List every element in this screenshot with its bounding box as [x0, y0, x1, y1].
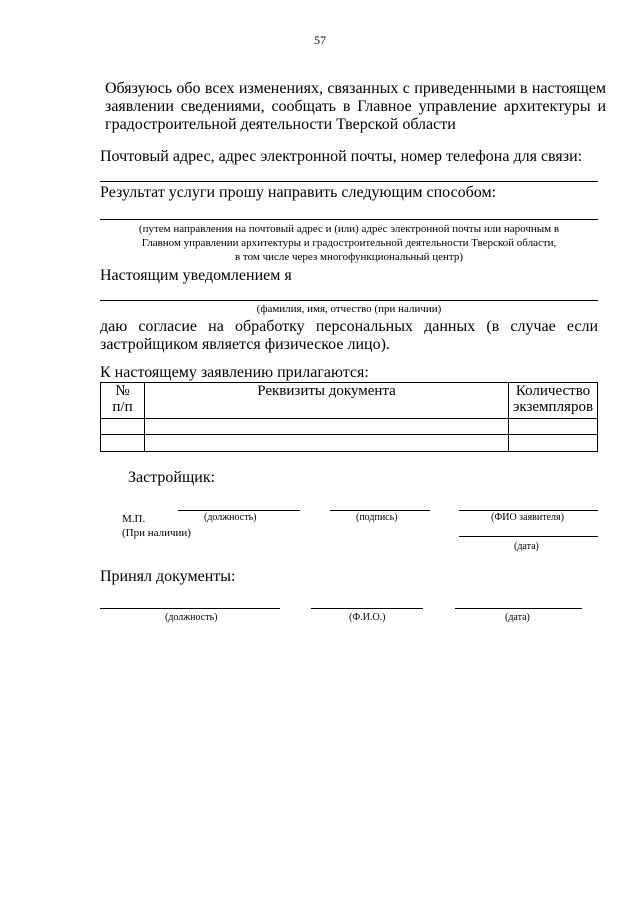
header-quantity [509, 383, 598, 419]
developer-name-hint: (ФИО заявителя) [491, 512, 564, 523]
table-cell[interactable] [145, 419, 509, 435]
header-requisites: Реквизиты документа [145, 383, 509, 419]
received-name-line[interactable] [311, 608, 423, 609]
developer-signature-hint: (подпись) [356, 512, 398, 523]
received-position-line[interactable] [100, 608, 280, 609]
header-num-line-1: № [115, 383, 130, 399]
result-hint-line-2: Главном управлении архитектуры и градостроительной деятельности Тверской области, [141, 237, 557, 249]
consent-name-hint: (фамилия, имя, отчество (при наличии) [256, 303, 442, 315]
result-hint [100, 222, 598, 264]
table-cell[interactable] [101, 435, 145, 452]
header-qty-line-1: Количество [515, 383, 591, 399]
commitment-line-3: градостроительной деятельности Тверской области [105, 116, 456, 133]
result-label: Результат услуги прошу направить следующим способом: [100, 184, 497, 201]
contact-input-line[interactable] [100, 181, 598, 182]
header-qty-line-2: экземпляров [512, 399, 594, 415]
received-date-hint: (дата) [505, 612, 530, 623]
consent-label: Настоящим уведомлением я [100, 267, 292, 284]
developer-position-hint: (должность) [204, 512, 257, 523]
received-label: Принял документы: [100, 568, 236, 585]
received-position-hint: (должность) [165, 612, 218, 623]
received-name-hint: (Ф.И.О.) [349, 612, 386, 623]
header-num [101, 383, 145, 419]
consent-name-line[interactable] [100, 300, 598, 301]
developer-position-line[interactable] [178, 510, 300, 511]
developer-name-line[interactable] [459, 510, 598, 511]
stamp-label: М.П. [122, 513, 146, 525]
commitment-line-1: Обязуюсь обо всех изменениях, связанных с приведенными в настоящем [105, 80, 606, 97]
result-hint-line-3: в том числе через многофункциональный центр) [234, 251, 464, 263]
consent-line-2: застройщиком является физическое лицо). [100, 336, 390, 353]
attachments-label: К настоящему заявлению прилагаются: [100, 364, 369, 381]
developer-signature-line[interactable] [330, 510, 430, 511]
table-cell[interactable] [509, 435, 598, 452]
consent-line-1: даю согласие на обработку персональных данных (в случае если [100, 318, 598, 335]
commitment-line-2: заявлении сведениями, сообщать в Главное управление архитектуры и [105, 98, 606, 115]
table-cell[interactable] [101, 419, 145, 435]
received-date-line[interactable] [455, 608, 582, 609]
table-row [101, 435, 598, 452]
header-num-line-2: п/п [112, 399, 133, 415]
result-hint-line-1: (путем направления на почтовый адрес и (или) адрес электронной почты или нарочным в [138, 223, 560, 235]
developer-date-hint: (дата) [514, 541, 539, 552]
result-input-line[interactable] [100, 219, 598, 220]
table-cell[interactable] [509, 419, 598, 435]
contact-label: Почтовый адрес, адрес электронной почты, номер телефона для связи: [100, 148, 583, 165]
page-number: 57 [314, 33, 326, 47]
table-header-row [101, 383, 598, 419]
developer-label: Застройщик: [128, 469, 216, 486]
developer-date-line[interactable] [459, 536, 598, 537]
table-cell[interactable] [145, 435, 509, 452]
stamp-note: (При наличии) [122, 527, 191, 539]
attachments-table [100, 382, 598, 452]
table-row [101, 419, 598, 435]
